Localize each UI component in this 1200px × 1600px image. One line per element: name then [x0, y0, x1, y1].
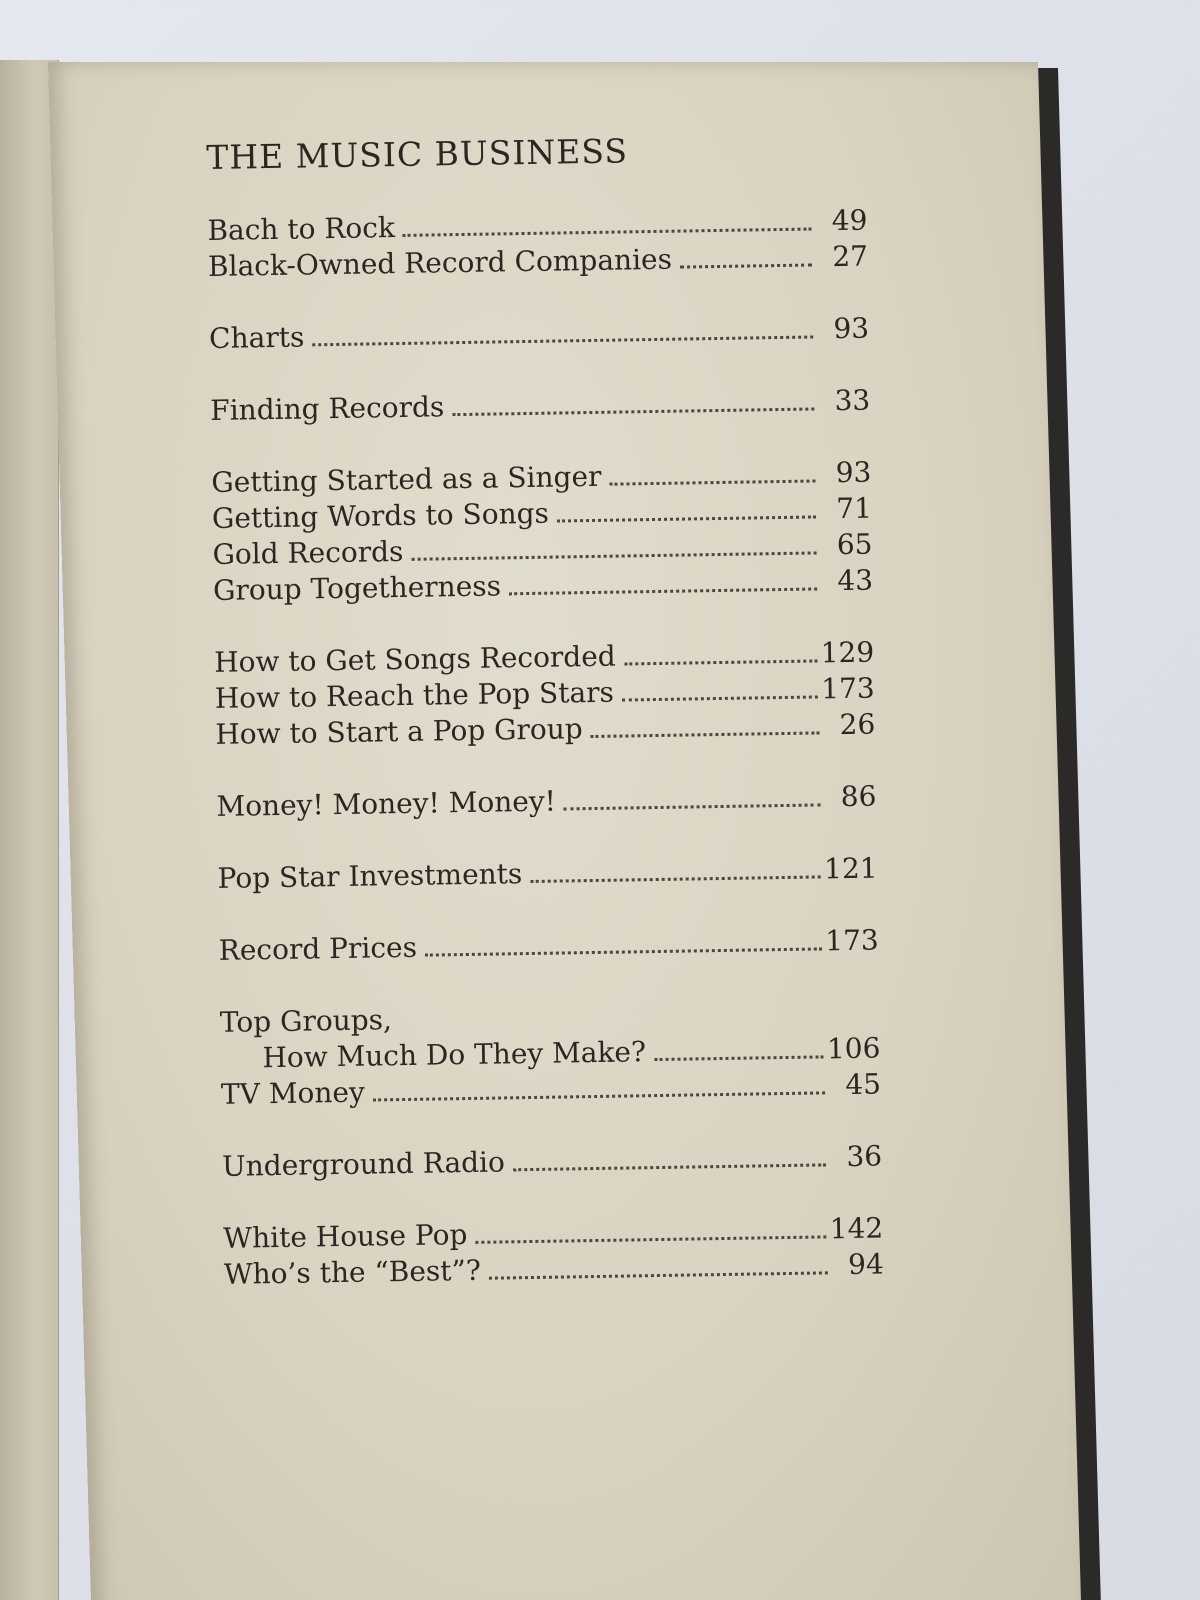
entry-page-number: 36	[846, 1139, 883, 1174]
index-entry	[222, 1139, 882, 1185]
entry-page-number: 45	[845, 1067, 882, 1102]
entry-page-number: 33	[834, 383, 871, 418]
index-entry	[216, 779, 876, 825]
entry-page-number: 71	[835, 491, 873, 526]
entry-label: Finding Records	[210, 390, 445, 427]
index-entry	[217, 851, 877, 897]
entry-page-number: 27	[832, 239, 869, 274]
index-group-g	[211, 455, 873, 609]
facing-page-edge	[0, 60, 59, 1600]
leader-dots	[564, 803, 821, 810]
index-group-w	[223, 1210, 884, 1292]
entry-page-number: 173	[824, 923, 879, 958]
index-entry	[209, 311, 869, 357]
index-group-b	[207, 203, 868, 285]
page-title: THE MUSIC BUSINESS	[206, 131, 629, 177]
index-group-u	[222, 1139, 882, 1185]
entry-label: How to Reach the Pop Stars	[214, 675, 615, 715]
entry-label: Bach to Rock	[207, 211, 396, 247]
leader-dots	[680, 263, 812, 268]
entry-label: Pop Star Investments	[217, 857, 523, 895]
index-group-f	[210, 383, 870, 429]
entry-label: How to Get Songs Recorded	[213, 639, 616, 679]
leader-dots	[475, 1235, 825, 1244]
index-group-p	[217, 851, 877, 897]
entry-label: Black-Owned Record Companies	[207, 242, 673, 283]
entry-label: Getting Started as a Singer	[211, 459, 602, 499]
entry-page-number: 142	[829, 1211, 884, 1246]
index-content	[206, 128, 885, 1329]
entry-label: Underground Radio	[221, 1145, 506, 1183]
index-group-c	[209, 311, 869, 357]
entry-label: White House Pop	[223, 1218, 468, 1255]
entry-label: Gold Records	[212, 534, 404, 571]
index-group-h	[214, 635, 876, 753]
entry-label: How to Start a Pop Group	[215, 712, 583, 751]
leader-dots	[452, 407, 814, 416]
leader-dots	[513, 1163, 826, 1171]
entry-page-number: 121	[823, 851, 878, 886]
index-group-t	[220, 995, 882, 1113]
entry-label: Who’s the “Best”?	[223, 1253, 482, 1291]
leader-dots	[403, 228, 812, 237]
entry-label: Group Togetherness	[212, 569, 502, 607]
index-group-m	[216, 779, 876, 825]
entry-label: Charts	[208, 320, 305, 355]
entry-page-number: 65	[836, 527, 873, 562]
entry-page-number: 129	[820, 635, 875, 670]
entry-page-number: 49	[831, 203, 868, 238]
leader-dots	[312, 335, 813, 346]
entry-label: Getting Words to Songs	[211, 496, 550, 535]
leader-dots	[622, 695, 817, 701]
leader-dots	[654, 1055, 823, 1061]
index-entry	[210, 383, 870, 429]
leader-dots	[373, 1091, 825, 1101]
entry-label: Money! Money! Money!	[216, 784, 557, 823]
entry-page-number: 43	[837, 563, 874, 598]
leader-dots	[411, 551, 816, 560]
leader-dots	[609, 479, 815, 485]
entry-lead-label: Top Groups,	[219, 1003, 393, 1039]
entry-label: How Much Do They Make?	[262, 1035, 647, 1075]
entry-page-number: 86	[840, 779, 877, 814]
entry-page-number: 93	[835, 455, 872, 490]
entry-page-number: 26	[839, 707, 876, 742]
entry-page-number: 94	[847, 1247, 885, 1282]
leader-dots	[530, 875, 820, 883]
leader-dots	[509, 587, 817, 595]
leader-dots	[425, 947, 821, 956]
leader-dots	[624, 659, 817, 665]
leader-dots	[557, 515, 816, 522]
entry-page-number: 93	[833, 311, 870, 346]
entry-label: Record Prices	[218, 930, 418, 967]
entry-label: TV Money	[220, 1075, 366, 1111]
entry-page-number: 106	[826, 1031, 881, 1066]
leader-dots	[591, 731, 820, 738]
entry-page-number: 173	[821, 671, 875, 706]
index-group-r	[218, 923, 878, 969]
index-entry	[218, 923, 878, 969]
leader-dots	[489, 1271, 828, 1279]
